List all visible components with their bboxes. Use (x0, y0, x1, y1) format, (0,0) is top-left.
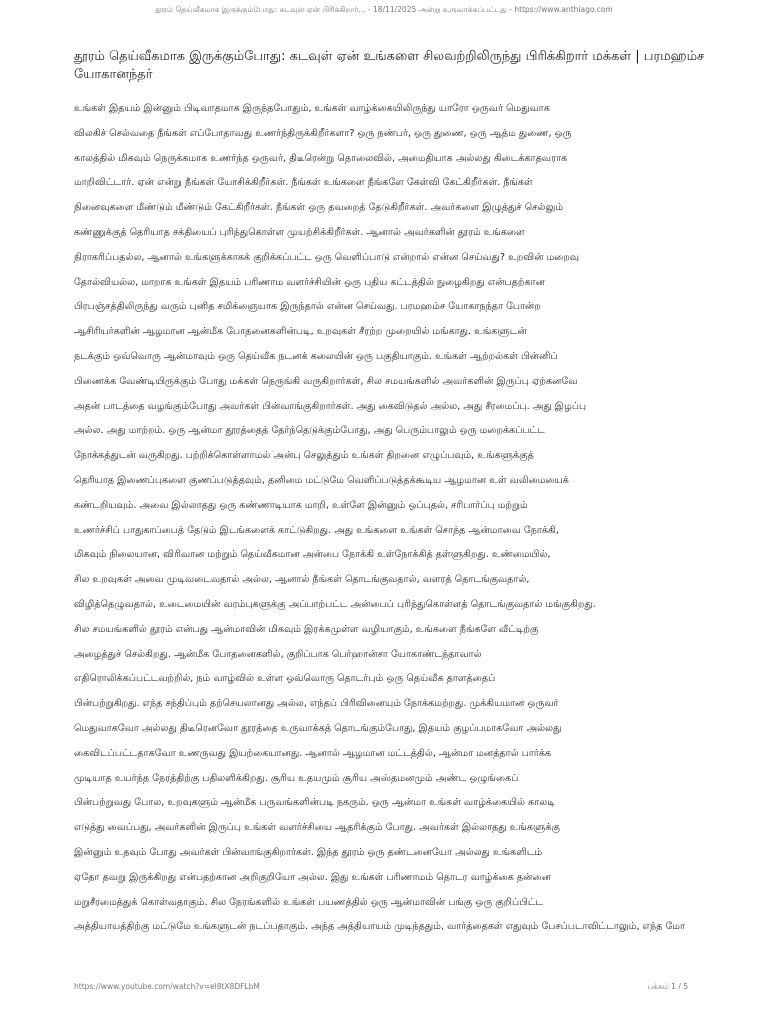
text-line: எடுத்து வைப்பது, அவர்களின் இருப்பு உங்கள் வளர்ச்சியை ஆதரிக்கும் போது. அவர்கள் இல்லாதது உங்களுக்கு (74, 822, 560, 834)
text-line: தோல்வியல்ல, மாறாக உங்கள் இதயம் பரிணாம வளர்ச்சியின் ஒரு புதிய கட்டத்தில் நுழைகிறது என்பதற்கான (74, 276, 545, 288)
text-line: தெரியாத இணைப்புகளை குணப்படுத்தவும், தனிமை மட்டுமே வெளிப்படுத்தக்கூடிய ஆழமான உள் வலிமையைக் (74, 475, 569, 486)
text-line: விலகிச் செல்வதை நீங்கள் எப்போதாவது உணர்ந்திருக்கிறீர்களா? ஒரு நண்பர், ஒரு துணை, ஒரு ஆத்ம துணை, ஒரு (74, 127, 572, 139)
text-line: ஆசிரியர்களின் ஆழமான ஆன்மீக போதனைகளின்படி, உறவுகள் சீரற்ற முறையில் மங்காது. உங்களுடன் (74, 326, 527, 338)
page-header: தூரம் தெய்வீகமாக இருக்கும்போது: கடவுள் ஏன் பிரிக்கிறார்... - 18/11/2025 அன்று உருவாக்கப்பட்டது - https://www.anthiago.com (155, 5, 613, 14)
text-line: கண்டறியவும். அவை இல்லாதது ஒரு கண்ணாடியாக மாறி, உள்ளே இன்னும் ஒப்புதல், சரிபார்ப்பு மற்றும் (74, 499, 528, 511)
text-line: முடியாத உயர்ந்த நேரத்திற்கு பதிலளிக்கிறது. சூரிய உதயமும் சூரிய அஸ்தமனமும் அண்ட ஒழுங்கைப் (74, 772, 519, 784)
text-line: அதன் பாடத்தை வழங்கும்போது அவர்கள் பின்வாங்குகிறார்கள். அது கைவிடுதல் அல்ல, அது சீரமைப்பு. அது இழப்பு (74, 400, 587, 412)
text-line: இன்னும் உதவும் போது அவர்கள் பின்வாங்குகிறார்கள். இந்த தூரம் ஒரு தண்டனையோ அல்லது உங்களிடம் (74, 847, 543, 858)
document-body (0, 94, 768, 974)
text-line: பிரபஞ்சத்திலிருந்து வரும் புனித சமிக்ஞையாக இருந்தால் என்ன செய்வது. பரமஹம்ச யோகாநந்தா போன்ற (74, 301, 541, 313)
page-number: பக்கம் 1 / 5 (647, 982, 688, 991)
text-line: கைவிடப்பட்டதாகவோ உணருவது இயற்கையானது. ஆனால் ஆழமான மட்டத்தில், ஆன்மா மனத்தால் பார்க்க (74, 747, 552, 759)
text-line: சில உறவுகள் அவை முடிவடைவதால் அல்ல, ஆனால் நீங்கள் தொடங்குவதால், வளரத் தொடங்குவதால், (74, 574, 530, 586)
document-title: தூரம் தெய்வீகமாக இருக்கும்போது: கடவுள் ஏன் உங்களை சிலவற்றிலிருந்து பிரிக்கிறார் மக்கள் | பரமஹம்ச யோகானந்தர் (74, 49, 705, 82)
text-line: உங்கள் இதயம் இன்னும் பிடிவாதமாக இருந்தபோதும், உங்கள் வாழ்க்கையிலிருந்து யாரோ ஒருவர் மெதுவாக (74, 103, 550, 114)
text-line: ஏதோ தவறு இருக்கிறது என்பதற்கான அறிகுறியோ அல்ல. இது உங்கள் பரிணாமம் தொடர வாழ்க்கை தன்னை (74, 871, 551, 883)
text-line: உணர்ச்சிப் பாதுகாப்பைத் தேடும் இடங்களைக் காட்டுகிறது. அது உங்களை உங்கள் சொந்த ஆன்மாவை நோக்கி, (74, 524, 559, 536)
text-line: அத்தியாயத்திற்கு மட்டுமே உங்களுடன் நடப்பதாகும். அந்த அத்தியாயம் முடிந்ததும், வார்த்தைகள் எதுவும் பேசப்படாவிட்டாலும், எந்த மோ (74, 921, 686, 933)
text-line: மறுசீரமைத்துக் கொள்வதாகும். சில நேரங்களில் உங்கள் பயணத்தில் ஒரு ஆன்மாவின் பங்கு ஒரு குறிப்பிட்ட (74, 896, 544, 908)
footer-url: https://www.youtube.com/watch?v=el8tX8DFLbM (74, 982, 260, 991)
text-line: நடக்கும் ஒவ்வொரு ஆன்மாவும் ஒரு தெய்வீக நடனக் கலையின் ஒரு பகுதியாகும். உங்கள் ஆற்றல்கள் பின்னிப் (74, 351, 558, 362)
text-line: அல்ல. அது மாற்றம். ஒரு ஆன்மா தூரத்தைத் தேர்ந்தெடுக்கும்போது, அது பெரும்பாலும் ஒரு மறைக்கப்பட்ட (74, 425, 545, 437)
text-line: பிணைக்க வேண்டியிருக்கும் போது மக்கள் நெருங்கி வருகிறார்கள், சில சமயங்களில் அவர்களின் இருப்பு ஏற்கனவே (74, 375, 578, 387)
text-line: மிகவும் நிலையான, விரிவான மற்றும் தெய்வீகமான அன்பை நோக்கி உள்நோக்கித் தள்ளுகிறது. உண்மையில், (74, 549, 551, 561)
page-footer (74, 982, 688, 996)
text-line: மாறிவிட்டார். ஏன் என்று நீங்கள் யோசிக்கிறீர்கள். நீங்கள் உங்களை நீங்களே கேள்வி கேட்கிறீர்கள். நீங்கள் (74, 177, 533, 189)
text-line: பின்பற்றுகிறது. எந்த சந்திப்பும் தற்செயலானது அல்ல, எந்தப் பிரிவினையும் நோக்கமற்றது. முக்கியமான ஒருவர் (74, 698, 559, 710)
text-line: விழித்தெழுவதால், உடைமையின் வரம்புகளுக்கு அப்பாற்பட்ட அன்பைப் புரிந்துகொள்ளத் தொடங்குவதால் மங்குகிறது. (74, 599, 596, 610)
text-line: சில சமயங்களில் தூரம் என்பது ஆன்மாவின் மிகவும் இரக்கமுள்ள வழியாகும், உங்களை நீங்களே வீட்டிற்கு (74, 623, 539, 635)
text-line: கண்ணுக்குத் தெரியாத சக்தியைப் புரிந்துகொள்ள முயற்சிக்கிறீர்கள். ஆனால் அவர்களின் தூரம் உங்களை (74, 227, 525, 238)
text-line: எதிரொலிக்கப்பட்டவற்றில், நம் வாழ்வில் உள்ள ஒவ்வொரு தொடர்பும் ஒரு தெய்வீக தாளத்தைப் (74, 673, 496, 685)
text-line: மெதுவாகவோ அல்லது திடீரெனவோ தூரத்தை உருவாக்கத் தொடங்கும்போது, இதயம் குழப்பமாகவோ அல்லது (74, 723, 562, 734)
text-line: அழைத்துச் செல்கிறது. ஆன்மீக போதனைகளில், குறிப்பாக பெர்ஹான்சா யோகாண்டந்தாவால் (74, 648, 482, 660)
text-line: நிராகரிப்பதல்ல, ஆனால் உங்களுக்காகக் குறிக்கப்பட்ட ஒரு வெளிப்பாடு என்றால் என்ன செய்வது? உறவின் மறைவு (74, 251, 580, 263)
text-line: காலத்தில் மிகவும் நெருக்கமாக உணர்ந்த ஒருவர், திடீரென்று தொலைவில், அமைதியாக அல்லது கிடைக்காதவராக (74, 152, 568, 164)
text-line: பின்பற்றுவது போல, உறவுகளும் ஆன்மீக பருவங்களின்படி நகரும். ஒரு ஆன்மா உங்கள் வாழ்க்கையில் காலடி (74, 797, 555, 809)
text-line: நினைவுகளை மீண்டும் மீண்டும் கேட்கிறீர்கள். நீங்கள் ஒரு தவறைத் தேடுகிறீர்கள். அவர்களை இழுத்துச் செல்லும் (74, 202, 564, 214)
text-line: நோக்கத்துடன் வருகிறது. பற்றிக்கொள்ளாமல் அன்பு செலுத்தும் உங்கள் திறனை எழுப்பவும், உங்களுக்குத் (74, 450, 534, 462)
